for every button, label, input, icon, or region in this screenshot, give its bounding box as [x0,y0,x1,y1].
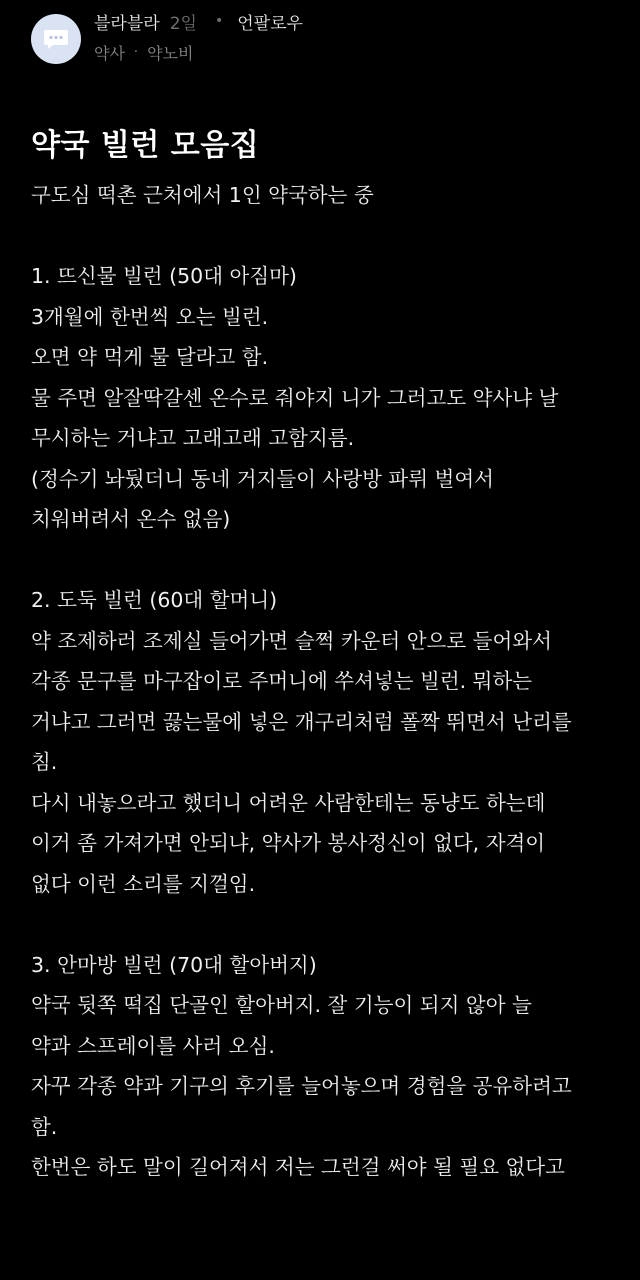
post-body-line: 물 주면 알잘딱갈센 온수로 줘야지 니가 그러고도 약사냐 날 [31,385,559,410]
post-body-line: 이거 좀 가져가면 안되냐, 약사가 봉사정신이 없다, 자격이 [31,831,546,855]
post-body-line: 오면 약 먹게 물 달라고 함. [31,345,269,369]
post-body-line: 없다 이런 소리를 지껄임. [31,871,256,896]
post-meta [94,10,303,32]
post-body-line: (정수기 놔뒀더니 동네 거지들이 사랑방 파뤼 벌여서 [31,466,494,491]
post-body-line: 3. 안마방 빌런 (70대 할아버지) [31,952,317,977]
post-body-line: 3개월에 한번씩 오는 빌런. [31,304,269,329]
post-body-line: 거냐고 그러면 끓는물에 넣은 개구리처럼 폴짝 뛰면서 난리를 [31,709,572,734]
post-body-line: 무시하는 거냐고 고래고래 고함지름. [31,426,355,450]
avatar[interactable] [31,14,81,64]
post-title: 약국 빌런 모음집 [31,128,260,163]
post-body-line: 함. [31,1114,58,1139]
post-body-line [31,216,616,257]
post-time: 2일 [169,13,197,34]
author-name[interactable]: 블라블라 [94,13,160,34]
post-body-line [31,904,616,945]
post-body-line: 한번은 하도 말이 길어져서 저는 그런걸 써야 될 필요 없다고 [31,1155,565,1179]
meta-separator: • [214,13,224,29]
chat-bubble-icon [42,27,70,51]
post-body-line: 2. 도둑 빌런 (60대 할머니) [31,588,278,612]
post-body-line: 약 조제하러 조제실 들어가면 슬쩍 카운터 안으로 들어와서 [31,628,552,653]
post-header [31,10,611,68]
post-body-line: 약국 뒷쪽 떡집 단골인 할아버지. 잘 기능이 되지 않아 늘 [31,993,532,1017]
post-body-line: 각종 문구를 마구잡이로 주머니에 쑤셔넣는 빌런. 뭐하는 [31,669,533,693]
post-body-line: 자꾸 각종 약과 기구의 후기를 늘어놓으며 경험을 공유하려고 [31,1074,572,1098]
unfollow-button[interactable]: 언팔로우 [237,13,303,34]
post-body-line: 구도심 떡촌 근처에서 1인 약국하는 중 [31,183,374,207]
post-body-line: 1. 뜨신물 빌런 (50대 아짐마) [31,264,297,288]
author-category: 약사 [94,43,125,63]
post-body-line [31,540,616,581]
author-job: 약노비 [147,43,194,63]
post-body-line: 약과 스프레이를 사러 오심. [31,1033,275,1058]
post-body-line: 다시 내놓으라고 했더니 어려운 사람한테는 동냥도 하는데 [31,790,546,815]
post-body-line: 침. [31,750,58,774]
post-body [31,175,616,1188]
post-body-line: 치워버려서 온수 없음) [31,507,231,531]
info-separator: · [133,44,139,60]
author-info [94,41,193,63]
